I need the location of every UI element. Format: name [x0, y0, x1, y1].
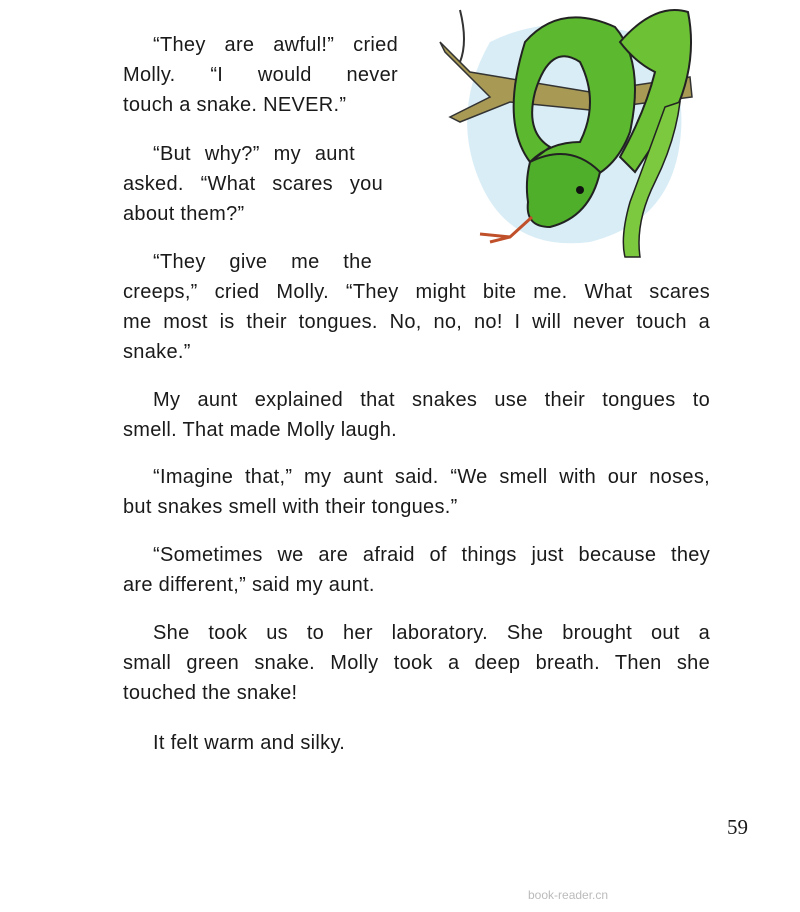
text-line: me most is their tongues. No, no, no! I will never touch a	[123, 311, 710, 333]
snake-illustration	[430, 2, 710, 264]
text-line: “They give me the	[153, 251, 372, 273]
text-line: asked. “What scares you	[123, 173, 383, 195]
text-line: “Imagine that,” my aunt said. “We smell with our noses,	[153, 466, 710, 488]
text-line: She took us to her laboratory. She brought out a	[153, 622, 710, 644]
text-line: touch a snake. NEVER.”	[123, 94, 347, 116]
page-number: 59	[727, 815, 748, 839]
text-line: “But why?” my aunt	[153, 143, 355, 165]
text-line: It felt warm and silky.	[153, 732, 346, 754]
text-line: small green snake. Molly took a deep breath. Then she	[123, 652, 710, 674]
text-line: Molly. “I would never	[123, 64, 398, 86]
text-line: My aunt explained that snakes use their tongues to	[153, 389, 710, 411]
text-line: snake.”	[123, 341, 191, 363]
text-line: smell. That made Molly laugh.	[123, 419, 398, 441]
text-line: are different,” said my aunt.	[123, 574, 375, 596]
text-line: creeps,” cried Molly. “They might bite me. What scares	[123, 281, 710, 303]
text-line: but snakes smell with their tongues.”	[123, 496, 458, 518]
watermark: book-reader.cn	[528, 888, 609, 902]
text-line: “They are awful!” cried	[153, 34, 398, 56]
text-line: “Sometimes we are afraid of things just because they	[153, 544, 710, 566]
text-line: about them?”	[123, 203, 245, 225]
text-line: touched the snake!	[123, 682, 298, 704]
